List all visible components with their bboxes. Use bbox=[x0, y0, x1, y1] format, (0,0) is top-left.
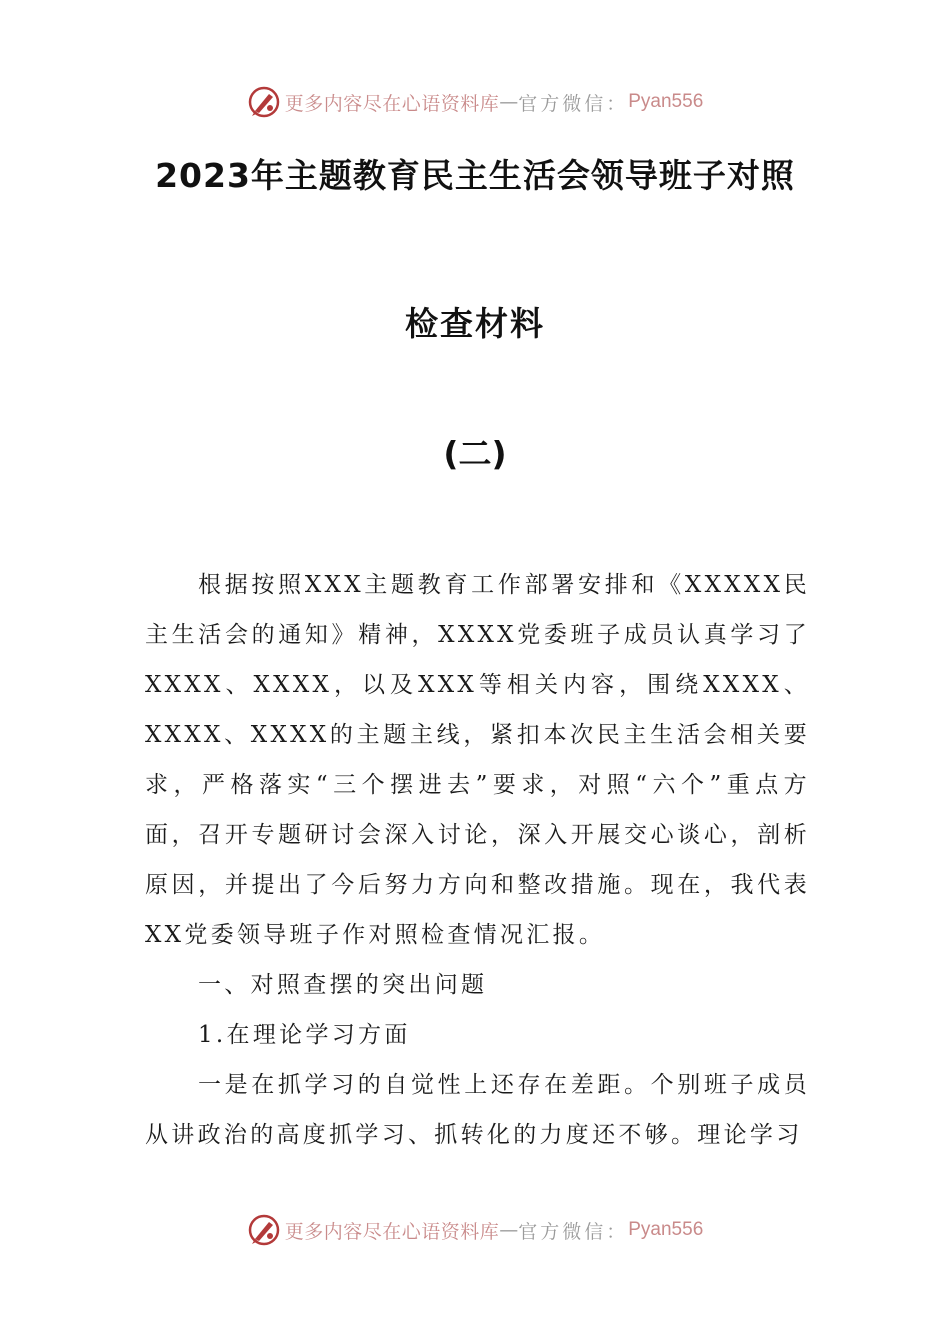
subsection-heading: 1.在理论学习方面 bbox=[198, 1022, 411, 1048]
body-paragraph: 一是在抓学习的自觉性上还存在差距。个别班子成员从讲政治的高度抓学习、抓转化的力度还不够。理论学习 bbox=[145, 1072, 810, 1148]
quill-pen-logo-icon bbox=[247, 1213, 281, 1247]
document-body bbox=[145, 560, 810, 1160]
quill-pen-logo-icon bbox=[247, 85, 281, 119]
watermark-site-text: 更多内容尽在心语资料库 bbox=[284, 92, 500, 115]
document-title-line-3: (二) bbox=[443, 434, 507, 473]
section-heading: 一、对照查摆的突出问题 bbox=[198, 972, 488, 998]
document-title-line-1: 2023年主题教育民主生活会领导班子对照 bbox=[155, 156, 795, 195]
watermark-banner-top bbox=[0, 82, 950, 122]
watermark-wechat-label: 官方微信： bbox=[518, 1220, 629, 1243]
document-title-line-2: 检查材料 bbox=[405, 304, 545, 343]
watermark-site-text: 更多内容尽在心语资料库 bbox=[284, 1220, 500, 1243]
watermark-separator: — bbox=[499, 91, 519, 113]
watermark-banner-bottom bbox=[0, 1210, 950, 1250]
watermark-wechat-id: Pyan556 bbox=[628, 91, 704, 112]
watermark-wechat-id: Pyan556 bbox=[628, 1219, 704, 1240]
watermark-wechat-label: 官方微信： bbox=[518, 92, 629, 115]
watermark-separator: — bbox=[499, 1219, 519, 1241]
intro-paragraph: 根据按照XXX主题教育工作部署安排和《XXXXX民主生活会的通知》精神，XXXX党委班子成员认真学习了XXXX、XXXX，以及XXX等相关内容，围绕XXXX、XXXX、XXXX的主题主线，紧扣本次民主生活会相关要求，严格落实“三个摆进去”要求，对照“六个”重点方面，召开专题研讨会深入讨论，深入开展交心谈心，剖析原因，并提出了今后努力方向和整改措施。现在，我代表XX党委领导班子作对照检查情况汇报。 bbox=[145, 572, 810, 948]
